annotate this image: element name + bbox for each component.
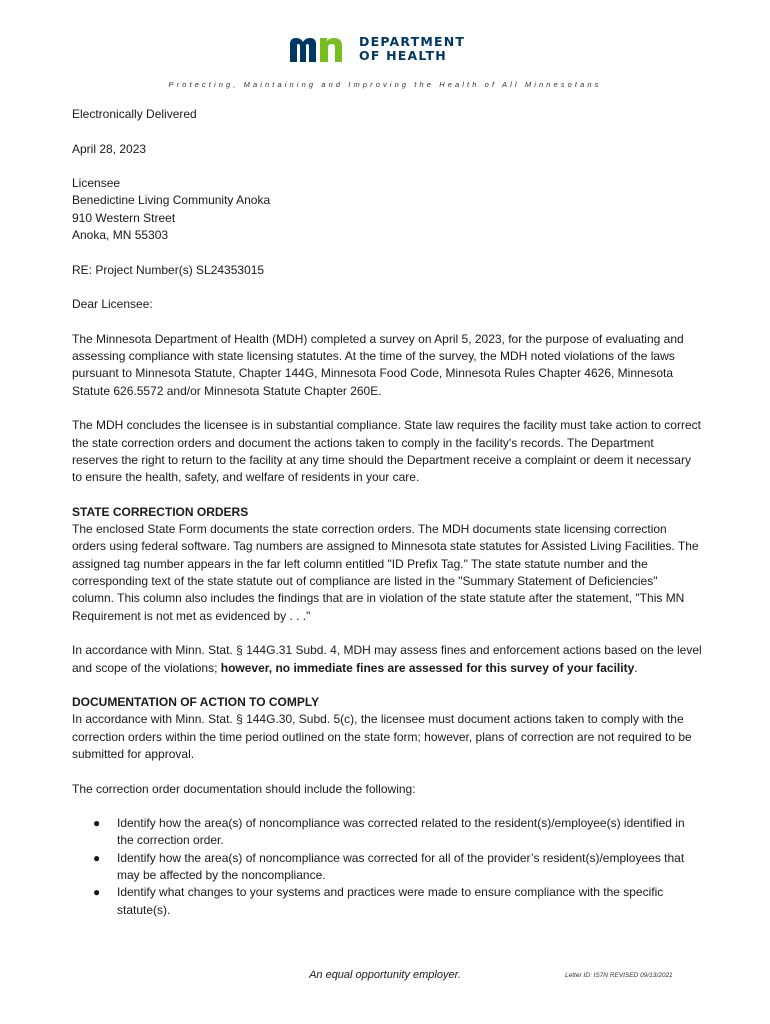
tagline: Protecting, Maintaining and Improving the Health of All Minnesotans [168, 80, 602, 89]
fines-bold-text: however, no immediate fines are assessed for this survey of your facility [220, 660, 635, 675]
list-item-text: Identify how the area(s) of noncompliance was corrected related to the resident(s)/employee(s) identified in the correction order. [117, 816, 685, 848]
logo-line-1: DEPARTMENT [359, 34, 466, 49]
section-state-correction-orders [72, 504, 702, 625]
section-documentation [72, 694, 702, 763]
bullet-icon: ● [93, 885, 101, 900]
delivery-method: Electronically Delivered [72, 107, 197, 121]
address-line: Anoka, MN 55303 [72, 228, 169, 243]
list-item [93, 815, 702, 850]
paragraph-include: The correction order documentation should include the following: [72, 781, 416, 796]
section-heading: DOCUMENTATION OF ACTION TO COMPLY [72, 695, 320, 710]
fines-text: In accordance with Minn. Stat. § 144G.31 Subd. 4, MDH may assess fines and enforcement actions based on the level and scope of the violations; [72, 643, 702, 675]
address-line: 910 Western Street [72, 210, 176, 225]
logo-line-2: OF HEALTH [359, 48, 447, 63]
mn-logo-icon [288, 34, 350, 64]
address-line: Benedictine Living Community Anoka [72, 193, 271, 208]
section-heading: STATE CORRECTION ORDERS [72, 504, 249, 519]
bullet-icon: ● [93, 850, 101, 865]
footer-letter-id: Letter ID: IS7N REVISED 09/13/2021 [565, 972, 673, 979]
bullet-icon: ● [93, 816, 101, 831]
paragraph-survey: The Minnesota Department of Health (MDH) completed a survey on April 5, 2023, for the purpose of evaluating and assessing compliance with state licensing statutes. At the time of the survey, the MDH noted violations of the laws pursuant to Minnesota Statute, Chapter 144G, Minnesota Food Code, Minnesota Rules Chapter 4626, Minnesota Statute 626.5572 and/or Minnesota Statute Chapter 260E. [72, 331, 684, 398]
paragraph-compliance: The MDH concludes the licensee is in substantial compliance. State law requires the facility must take action to correct the state correction orders and document the actions taken to comply in the facility's records. The Department reserves the right to return to the facility at any time should the Department receive a complaint or deem it necessary to ensure the health, safety, and welfare of residents in your care. [72, 418, 701, 485]
list-item-text: Identify how the area(s) of noncompliance was corrected for all of the provider’s resident(s)/employees that may be affected by the noncompliance. [117, 850, 685, 883]
paragraph-documentation: In accordance with Minn. Stat. § 144G.30, Subd. 5(c), the licensee must document actions taken to comply with the correction orders within the time period outlined on the state form; however, plans of correction are not required to be submitted for approval. [72, 712, 692, 761]
re-line: RE: Project Number(s) SL24353015 [72, 262, 265, 277]
paragraph-fines [72, 642, 702, 677]
list-item [93, 850, 702, 885]
list-item [93, 884, 702, 919]
fines-end: . [634, 660, 638, 675]
requirements-list [72, 815, 702, 919]
mdh-logo [288, 34, 465, 64]
footer-eoe: An equal opportunity employer. [309, 969, 461, 981]
letter-body [72, 106, 702, 919]
list-item-text: Identify what changes to your systems and practices were made to ensure compliance with the specific statute(s). [117, 885, 664, 917]
address-line: Licensee [72, 176, 121, 191]
recipient-address [72, 175, 702, 244]
salutation: Dear Licensee: [72, 297, 153, 312]
paragraph-state-form: The enclosed State Form documents the state correction orders. The MDH documents state licensing correction orders using federal software. Tag numbers are assigned to Minnesota state statutes for Assisted Living Facilities. The assigned tag number appears in the far left column entitled "ID Prefix Tag." The state statute number and the corresponding text of the state statute out of compliance are listed in the "Summary Statement of Deficiencies" column. This column also includes the findings that are in violation of the state statute after the statement, "This MN Requirement is not met as evidenced by . . ." [72, 522, 699, 623]
letter-date: April 28, 2023 [72, 141, 147, 156]
